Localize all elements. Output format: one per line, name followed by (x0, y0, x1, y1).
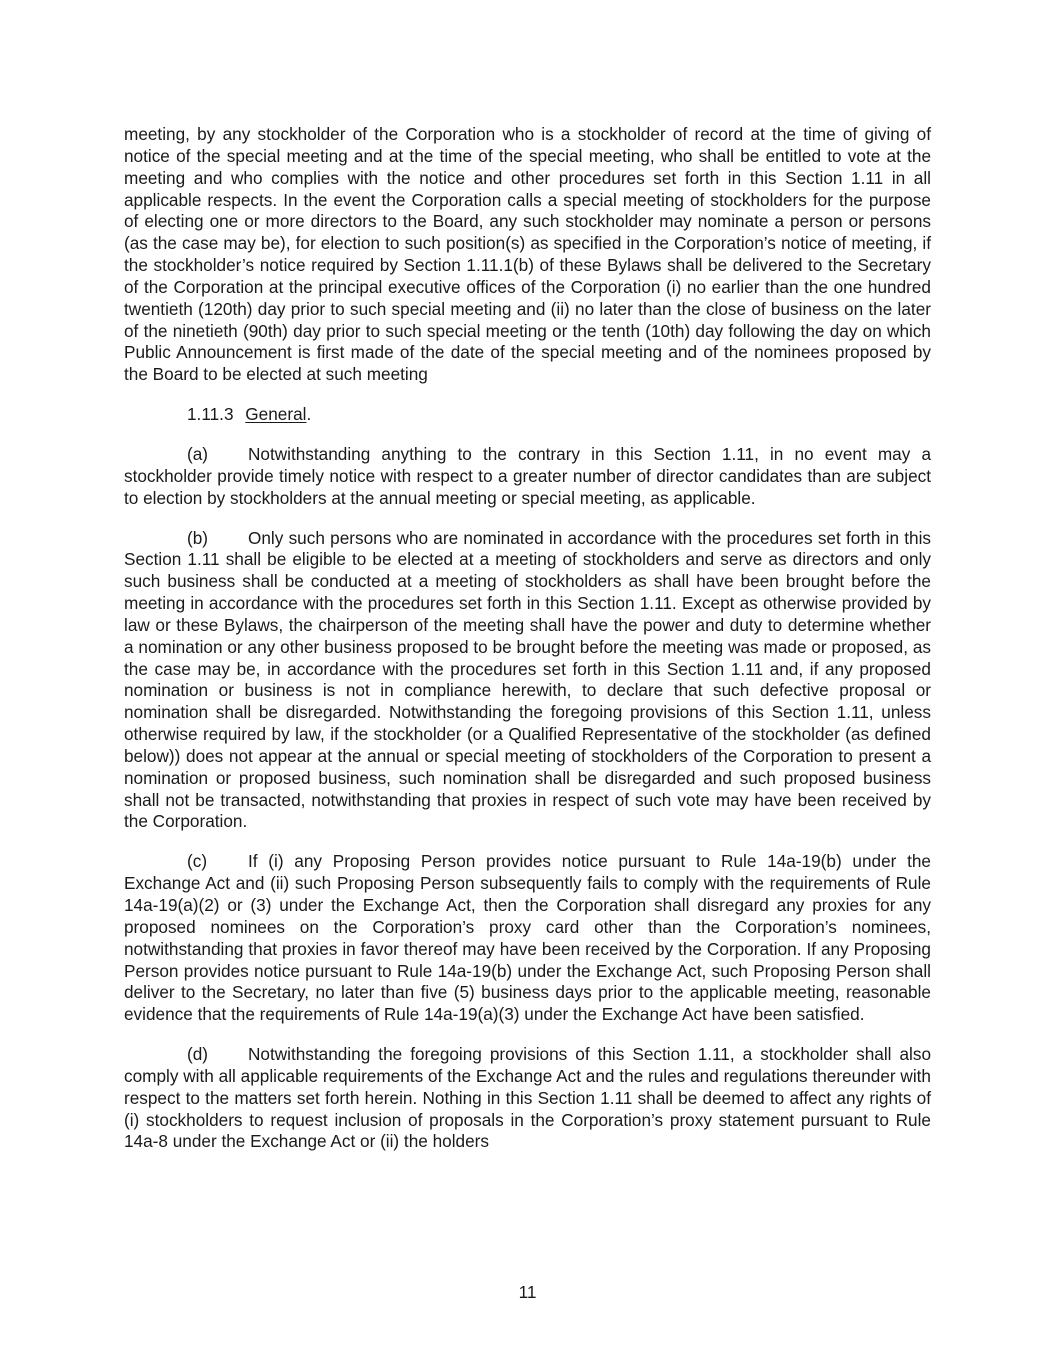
page-number: 11 (518, 1282, 537, 1302)
section-title: General (245, 404, 307, 425)
item-text: Only such persons who are nominated in accordance with the procedures set forth in this Section 1.11 shall be eligible to be elected at a meeting of stockholders and serve as directors and only such business shall be conducted at a meeting of stockholders as shall have been brought before the meeting in accordance with the procedures set forth in this Section 1.11. Except as otherwise provided by law or these Bylaws, the chairperson of the meeting shall have the power and duty to determine whether a nomination or any other business proposed to be brought before the meeting was made or proposed, as the case may be, in accordance with the procedures set forth in this Section 1.11 and, if any proposed nomination or business is not in compliance herewith, to declare that such defective proposal or nomination shall be disregarded. Notwithstanding the foregoing provisions of this Section 1.11, unless otherwise required by law, if the stockholder (or a Qualified Representative of the stockholder (as defined below)) does not appear at the annual or special meeting of stockholders of the Corporation to present a nomination or proposed business, such nomination shall be disregarded and such proposed business shall not be transacted, notwithstanding that proxies in respect of such vote may have been received by the Corporation. (124, 527, 931, 832)
section-heading (124, 404, 931, 426)
list-item-d (124, 1044, 931, 1153)
section-title-suffix: . (306, 404, 312, 425)
item-label: (c) (187, 851, 208, 872)
section-number: 1.11.3 (187, 404, 234, 425)
continuation-paragraph: meeting, by any stockholder of the Corporation who is a stockholder of record at the time of giving of notice of the special meeting and at the time of the special meeting, who shall be entitled to vote at the meeting and who complies with the notice and other procedures set forth in this Section 1.11 in all applicable respects. In the event the Corporation calls a special meeting of stockholders for the purpose of electing one or more directors to the Board, any such stockholder may nominate a person or persons (as the case may be), for election to such position(s) as specified in the Corporation’s notice of meeting, if the stockholder’s notice required by Section 1.11.1(b) of these Bylaws shall be delivered to the Secretary of the Corporation at the principal executive offices of the Corporation (i) no earlier than the one hundred twentieth (120th) day prior to such special meeting and (ii) no later than the close of business on the later of the ninetieth (90th) day prior to such special meeting or the tenth (10th) day following the day on which Public Announcement is first made of the date of the special meeting and of the nominees proposed by the Board to be elected at such meeting (124, 124, 931, 385)
item-text: If (i) any Proposing Person provides notice pursuant to Rule 14a-19(b) under the Exchange Act and (ii) such Proposing Person subsequently fails to comply with the requirements of Rule 14a-19(a)(2) or (3) under the Exchange Act, then the Corporation shall disregard any proxies for any proposed nominees on the Corporation’s proxy card other than the Corporation’s nominees, notwithstanding that proxies in favor thereof may have been received by the Corporation. If any Proposing Person provides notice pursuant to Rule 14a-19(b) under the Exchange Act, such Proposing Person shall deliver to the Secretary, no later than five (5) business days prior to the applicable meeting, reasonable evidence that the requirements of Rule 14a-19(a)(3) under the Exchange Act have been satisfied. (124, 851, 931, 1025)
item-label: (d) (187, 1044, 209, 1065)
item-text: Notwithstanding anything to the contrary in this Section 1.11, in no event may a stockholder provide timely notice with respect to a greater number of director candidates than are subject to election by stockholders at the annual meeting or special meeting, as applicable. (124, 443, 931, 508)
list-item-c (124, 851, 931, 1026)
list-item-b (124, 528, 931, 834)
page-body (124, 124, 931, 1171)
item-label: (b) (187, 527, 209, 548)
item-label: (a) (187, 443, 209, 464)
item-text: Notwithstanding the foregoing provisions of this Section 1.11, a stockholder shall also comply with all applicable requirements of the Exchange Act and the rules and regulations thereunder with respect to the matters set forth herein. Nothing in this Section 1.11 shall be deemed to affect any rights of (i) stockholders to request inclusion of proposals in the Corporation’s proxy statement pursuant to Rule 14a-8 under the Exchange Act or (ii) the holders (124, 1044, 931, 1152)
list-item-a (124, 444, 931, 510)
